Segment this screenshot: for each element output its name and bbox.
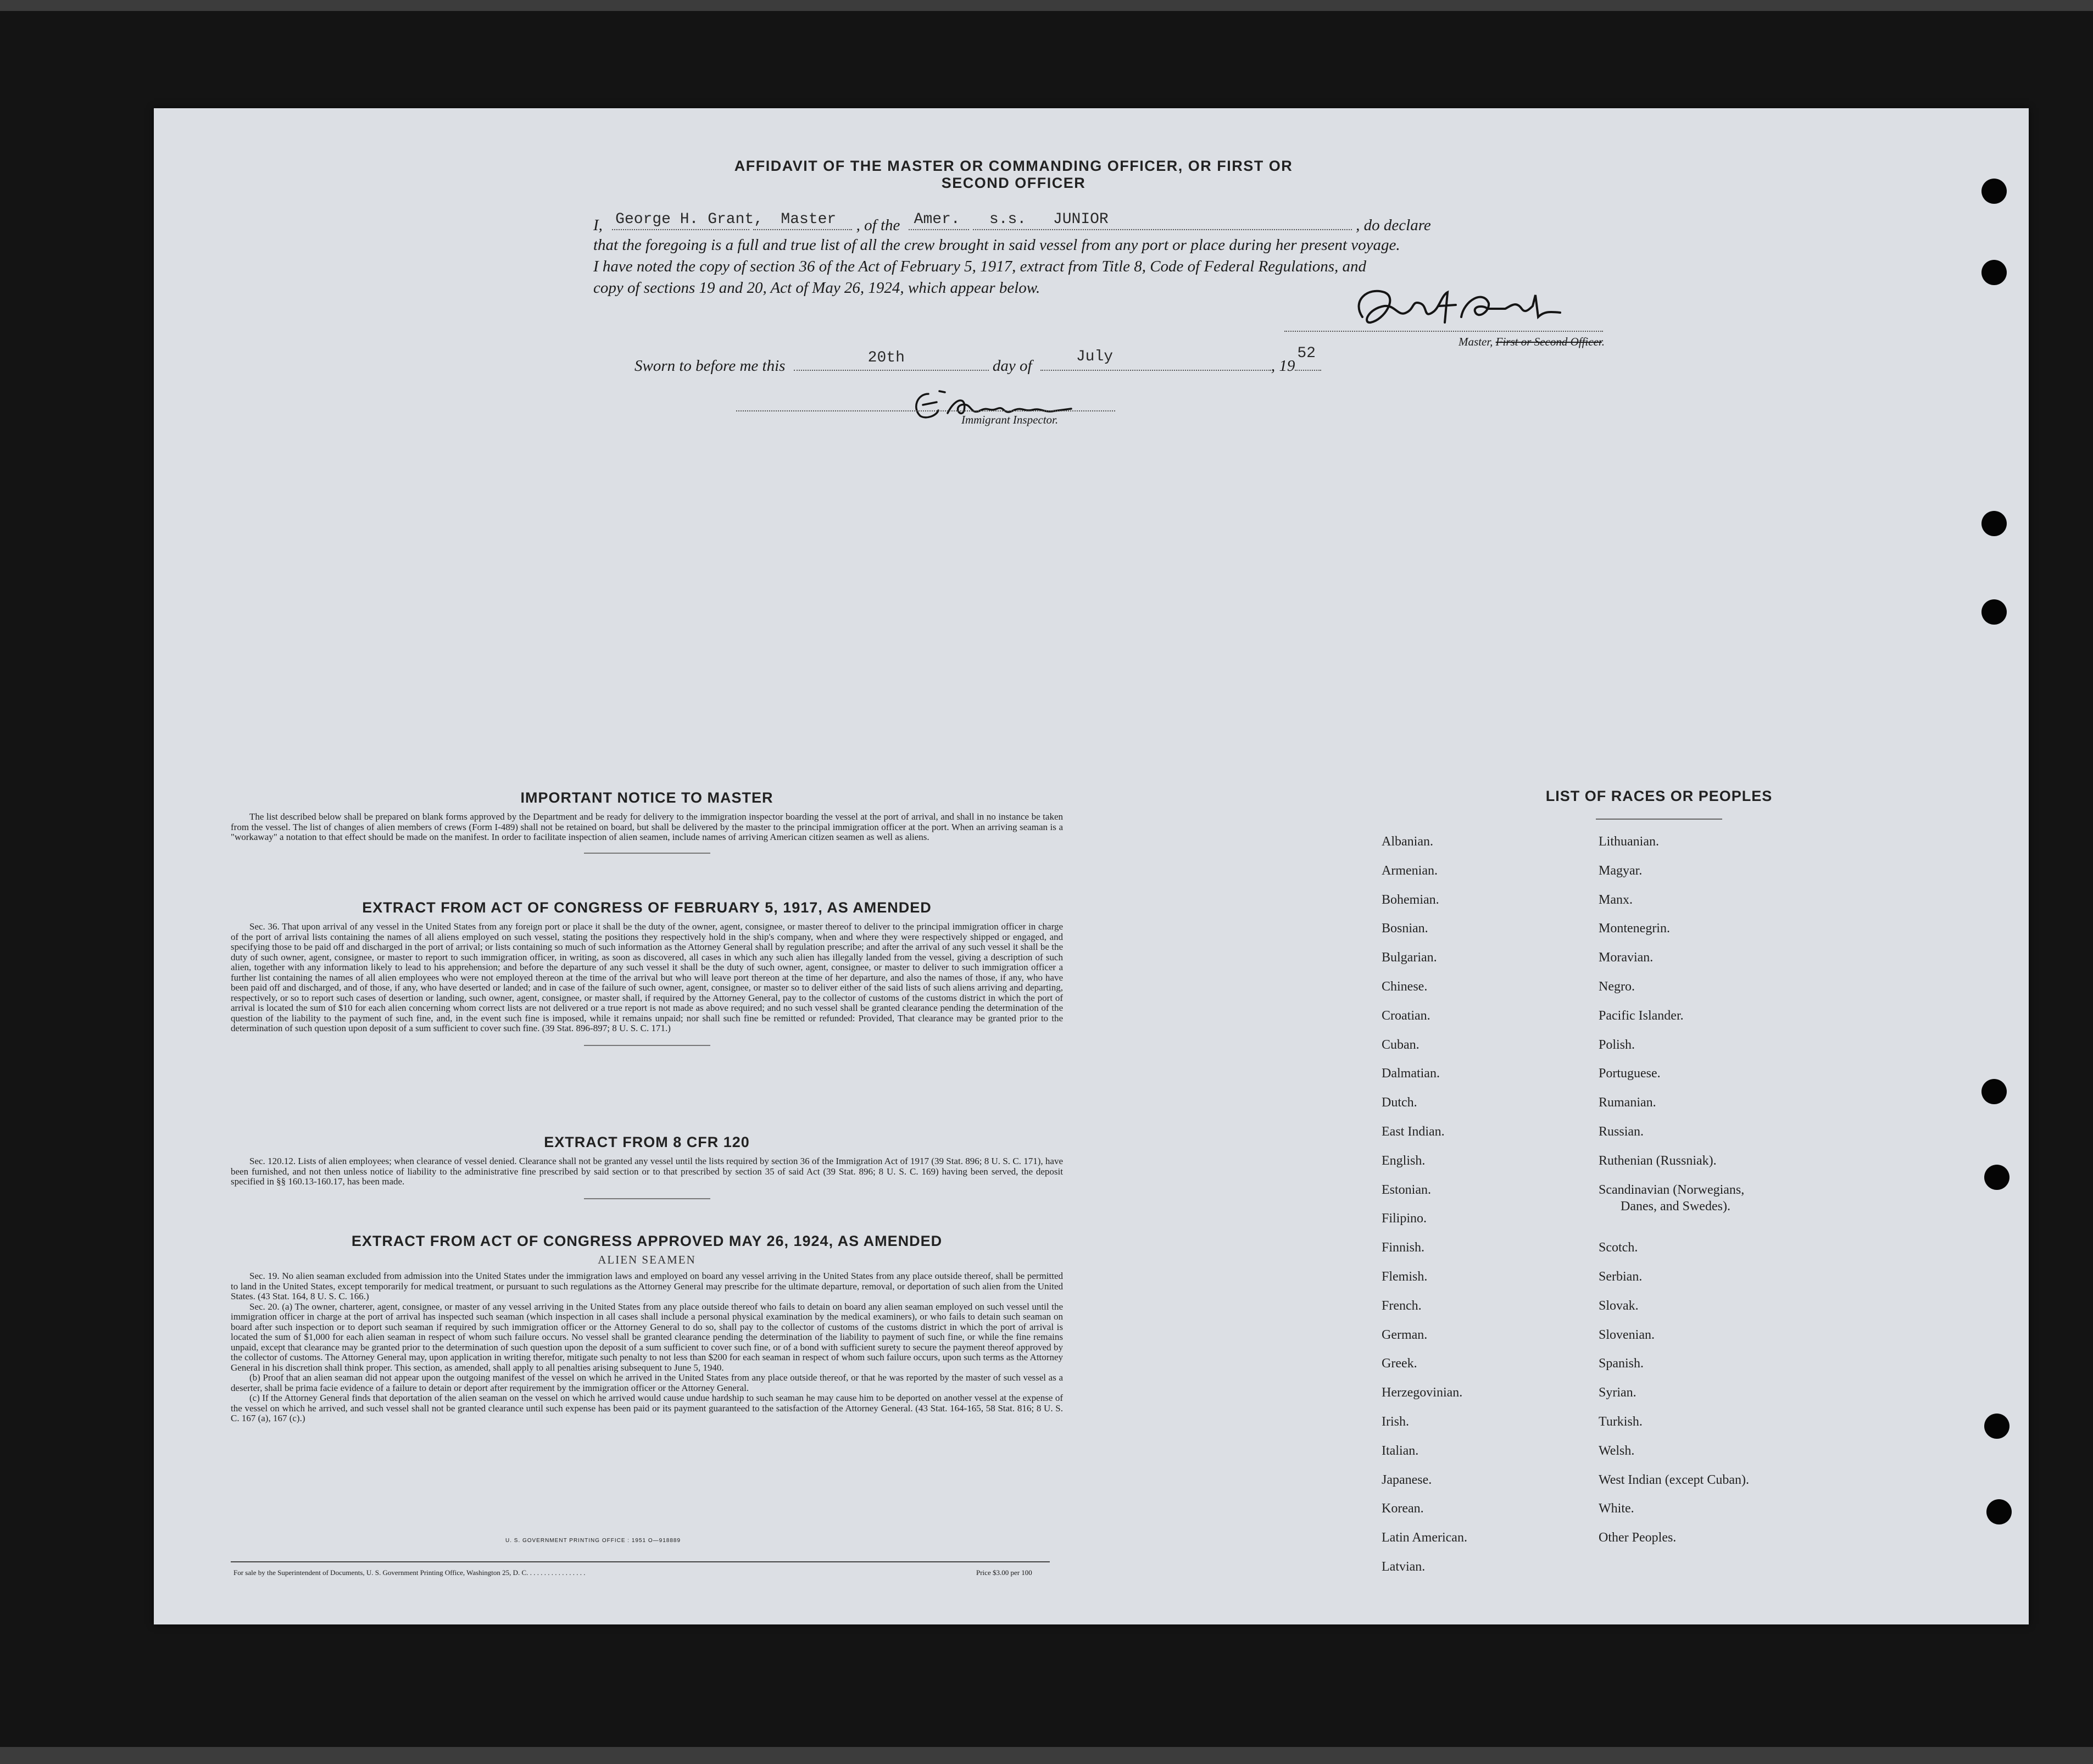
master-signature (1346, 279, 1566, 339)
extract-1924-subheading: ALIEN SEAMEN (598, 1253, 696, 1266)
punch-hole (1981, 1079, 2007, 1104)
race-item: Scandinavian (Norwegians, (1599, 1182, 1745, 1197)
race-item: Pacific Islander. (1599, 1008, 1684, 1023)
race-item: Estonian. (1382, 1182, 1431, 1197)
extract-1917-body: Sec. 36. That upon arrival of any vessel in the United States from any foreign port or place it shall be the duty of the owner, agent, consignee, or master thereof to deliver to the principal immigration officer in charge of the port of arrival lists containing the names of all aliens employed on such vessel, stating the positions they respectively hold in the ship's company, when and where they were respectively shipped or engaged, and specifying those to be paid off and discharged in the port of arrival; or lists containing so much of such information as the Attorney General shall by regulation prescribe; and after the arrival of any such vessel it shall be the duty of such owner, agent, consignee, or master to report to such immigration officer, in writing, as soon as discovered, all cases in which any such alien has illegally landed from the vessel, giving a description of such alien, together with any information likely to lead to his apprehension; and before the departure of any such vessel it shall be the duty of such owner, agent, consignee, or master to deliver to such immigration officer a further list containing the names of all alien employees who were not employed thereon at the time of the arrival but who will leave port thereon at the time of her departure, and also the names of those, if any, who have been paid off and discharged, and of those, if any, who have deserted or landed; and in case of the failure of such owner, agent, consignee, or master so to deliver either of the said lists of such aliens arriving and departing, respectively, or so to report such cases of desertion or landing, such owner, agent, consignee, or master shall, if required by the Attorney General, pay to the collector of customs of the customs district in which the port of arrival is located the sum of $10 for each alien concerning whom correct lists are not delivered or a true report is not made as above required; and no such vessel shall be granted clearance pending the determination of the question of the liability to the payment of such fine, and, in the event such fine is imposed, while it remains unpaid; nor shall such fine be remitted or refunded: Provided, That clearance may be granted prior to the determination of such question upon deposit of a sum sufficient to cover such fine. (39 Stat. 896-897; 8 U. S. C. 171.) (231, 921, 1063, 1033)
inspector-signature-line (736, 410, 1115, 411)
extract-1917-body-wrap (231, 922, 1063, 1034)
extract-1924-sec19: Sec. 19. No alien seaman excluded from admission into the United States under the immigration laws and employed on board any vessel arriving in the United States from any place outside thereof, shall be permitted to land in the United States, except temporarily for medical treatment, or pursuant to such regulations as the Attorney General may prescribe for the ultimate departure, removal, or deportation of such alien from the United States. (43 Stat. 164, 8 U. S. C. 166.) (231, 1271, 1063, 1301)
extract-cfr-heading: EXTRACT FROM 8 CFR 120 (544, 1134, 750, 1150)
race-item: Rumanian. (1599, 1095, 1656, 1110)
rank-value: Master (781, 211, 837, 228)
sworn-day-value: 20th (867, 349, 905, 366)
struck-officer-label: First or Second Officer (1495, 335, 1602, 348)
race-item: Russian. (1599, 1125, 1644, 1139)
section-divider (584, 853, 710, 854)
race-item: Armenian. (1382, 863, 1438, 878)
gpo-imprint: U. S. GOVERNMENT PRINTING OFFICE : 1951 O—918889 (505, 1538, 681, 1544)
do-declare-text: , do declare (1356, 216, 1431, 234)
footer-rule (231, 1561, 1050, 1562)
affidavit-title: AFFIDAVIT OF THE MASTER OR COMMANDING OFFICER, OR FIRST OR SECOND OFFICER (734, 158, 1293, 191)
declaration-line-3: I have noted the copy of section 36 of the Act of February 5, 1917, extract from Title 8, Code of Federal Regulations, and (593, 258, 1367, 275)
race-item: French. (1382, 1298, 1422, 1313)
sworn-year-value: 52 (1297, 345, 1316, 362)
name-value: George H. Grant, (615, 211, 764, 228)
race-item: Filipino. (1382, 1211, 1427, 1226)
race-item: Polish. (1599, 1037, 1635, 1052)
punch-hole (1981, 179, 2007, 204)
extract-cfr-section (231, 1134, 1063, 1199)
notice-body: The list described below shall be prepared on blank forms approved by the Department and be ready for delivery to the immigration inspector boarding the vessel at the port of arrival, and shall in no instance be taken from the vessel. The list of changes of alien members of crews (Form I-489) shall not be retained on board, but shall be delivered by the master to the principal immigration officer at the port. When an arriving seaman is a "workaway" a notation to that effect should be made on the manifest. In order to facilitate inspection of alien seamen, include names of arriving American citizen seamen as well as aliens. (231, 811, 1063, 842)
race-item: Syrian. (1599, 1385, 1636, 1400)
extract-1924-sec20c: (c) If the Attorney General finds that deportation of the alien seaman on the vessel on which he arrived would cause undue hardship to such seaman he may cause him to be deported on another vessel at the expense of the vessel on which he arrived, and such vessel shall not be granted clearance until such expense has been paid or its payment guaranteed to the satisfaction of the Attorney General. (43 Stat. 164-165, 58 Stat. 816; 8 U. S. C. 167 (a), 167 (c).) (231, 1393, 1063, 1423)
rank-field (753, 211, 852, 230)
race-item: Negro. (1599, 980, 1635, 994)
day-of-text: day of (992, 357, 1032, 375)
scan-edge-top (0, 0, 2093, 11)
section-divider (584, 1045, 710, 1046)
race-item: Greek. (1382, 1356, 1417, 1371)
sworn-year-field (1295, 345, 1321, 371)
vessel-prefix-value: s.s. (989, 211, 1027, 228)
race-item: Bulgarian. (1382, 950, 1437, 965)
races-heading: LIST OF RACES OR PEOPLES (1545, 788, 1773, 804)
race-item: Turkish. (1599, 1415, 1643, 1429)
race-item: Slovak. (1599, 1298, 1639, 1313)
inspector-label: Immigrant Inspector. (961, 413, 1059, 426)
punch-hole (1986, 1499, 2012, 1524)
race-item: Bosnian. (1382, 921, 1428, 936)
race-item: Spanish. (1599, 1356, 1644, 1371)
race-item: Serbian. (1599, 1270, 1643, 1284)
race-item: English. (1382, 1153, 1426, 1168)
race-item: Portuguese. (1599, 1066, 1661, 1081)
race-item: Manx. (1599, 892, 1633, 907)
name-field (612, 211, 764, 230)
sworn-month-value: July (1076, 348, 1114, 365)
punch-hole (1984, 1165, 2009, 1190)
punch-hole (1981, 511, 2007, 536)
race-item: Korean. (1382, 1501, 1424, 1516)
notice-body-wrap (231, 812, 1063, 843)
race-item: Slovenian. (1599, 1327, 1655, 1342)
sworn-prefix: Sworn to before me this (634, 357, 786, 375)
race-item: German. (1382, 1327, 1428, 1342)
race-item: Welsh. (1599, 1443, 1635, 1458)
form-sheet (154, 108, 2029, 1624)
race-item: Cuban. (1382, 1037, 1420, 1052)
race-item: Scotch. (1599, 1240, 1638, 1255)
race-item: Danes, and Swedes). (1621, 1199, 1730, 1214)
extract-1924-section (231, 1233, 1063, 1424)
race-item: Magyar. (1599, 863, 1643, 878)
extract-1917-heading: EXTRACT FROM ACT OF CONGRESS OF FEBRUARY 5, 1917, AS AMENDED (362, 899, 932, 916)
race-item: Dalmatian. (1382, 1066, 1440, 1081)
race-item: Herzegovinian. (1382, 1385, 1463, 1400)
scan-edge-bottom (0, 1747, 2093, 1764)
declaration-line-1 (593, 211, 1431, 235)
race-item: Other Peoples. (1599, 1531, 1677, 1545)
sworn-day-field (794, 349, 989, 371)
year-prefix: , 19 (1271, 357, 1295, 375)
nationality-value: Amer. (914, 211, 960, 228)
race-item: Ruthenian (Russniak). (1599, 1153, 1717, 1168)
race-item: West Indian (except Cuban). (1599, 1472, 1749, 1487)
master-signature-line (1284, 331, 1603, 332)
of-the-text: , of the (856, 216, 900, 234)
section-divider (584, 1198, 710, 1199)
race-item: Dutch. (1382, 1095, 1417, 1110)
footer-sale-note: For sale by the Superintendent of Documents, U. S. Government Printing Office, Washington 25, D. C. . . . . . . . . . . . . . . . . (233, 1568, 586, 1577)
punch-hole (1984, 1414, 2009, 1439)
race-item: Japanese. (1382, 1472, 1432, 1487)
punch-hole (1981, 260, 2007, 285)
declaration-line-4: copy of sections 19 and 20, Act of May 26, 1924, which appear below. (593, 279, 1040, 297)
footer-price: Price $3.00 per 100 (976, 1568, 1032, 1577)
race-item: Finnish. (1382, 1240, 1425, 1255)
declaration-line-2: that the foregoing is a full and true list of all the crew brought in said vessel from any port or place during her present voyage. (593, 236, 1400, 254)
extract-1924-heading: EXTRACT FROM ACT OF CONGRESS APPROVED MAY 26, 1924, AS AMENDED (351, 1233, 943, 1249)
race-item: Montenegrin. (1599, 921, 1670, 936)
race-item: Latin American. (1382, 1531, 1467, 1545)
race-item: Chinese. (1382, 980, 1428, 994)
sworn-month-field (1040, 348, 1271, 371)
sworn-line (634, 345, 1321, 375)
race-item: Lithuanian. (1599, 834, 1659, 849)
nationality-field (909, 211, 969, 230)
extract-cfr-body: Sec. 120.12. Lists of alien employees; when clearance of vessel denied. Clearance shall not be granted any vessel until the lists required by section 36 of the Immigration Act of 1917 (39 Stat. 896; 8 U. S. C. 171), have been furnished, and not then unless notice of liability to the administrative fine prescribed by said section or to that prescribed by section 35 of said Act (39 Stat. 896; 8 U. S. C. 169) having been served, the deposit specified in §§ 160.13-160.17, has been made. (231, 1156, 1063, 1187)
race-item: Italian. (1382, 1443, 1419, 1458)
master-title-label: Master, First or Second Officer. (1459, 335, 1605, 348)
race-item: Bohemian. (1382, 892, 1439, 907)
race-item: Albanian. (1382, 834, 1433, 849)
extract-1924-sec20b: (b) Proof that an alien seaman did not appear upon the outgoing manifest of the vessel on which he arrived in the United States from any place outside thereof, or that he was reported by the master of such vessel as a deserter, shall be prima facie evidence of a failure to detain or deport after requirement by the immigration officer or the Attorney General. (231, 1372, 1063, 1393)
extract-cfr-body-wrap (231, 1156, 1063, 1187)
declaration-i: I, (593, 216, 603, 234)
race-item: Latvian. (1382, 1560, 1426, 1574)
extract-1924-sec20a: Sec. 20. (a) The owner, charterer, agent, consignee, or master of any vessel arriving in the United States from any place outside thereof who fails to detain on board any alien seaman employed on such vessel until the immigration officer in charge at the port of arrival has inspected such seaman (which inspection in all cases shall include a personal physical examination by the medical examiners), or who fails to detain such seaman on board after such inspection or to deport such seaman if required by such immigration officer or the Attorney General to do so, shall pay to the collector of customs of the customs district in which the port of arrival is located the sum of $1,000 for each alien seaman in respect of whom such failure occurs. No vessel shall be granted clearance pending the determination of the liability to payment of such fine, or while the fine remains unpaid, except that clearance may be granted prior to the determination of such question upon the deposit of a sum sufficient to cover such fine, or of a bond with sufficient surety to secure the payment thereof approved by the collector of customs. The Attorney General may, upon application in writing therefor, mitigate such penalty to not less than $200 for each seaman in respect of whom such failure occurs, upon such terms as the Attorney General in his discretion shall think proper. This section, as amended, shall apply to all penalties arising subsequent to June 5, 1940. (231, 1301, 1063, 1373)
extract-1924-body-wrap (231, 1271, 1063, 1424)
race-item: Croatian. (1382, 1008, 1430, 1023)
race-item: Irish. (1382, 1415, 1409, 1429)
notice-section (231, 789, 1063, 854)
race-item: Flemish. (1382, 1270, 1428, 1284)
extract-1917-section (231, 899, 1063, 1046)
vessel-name-value: JUNIOR (1053, 211, 1109, 228)
race-item: Moravian. (1599, 950, 1654, 965)
races-heading-rule (1596, 819, 1722, 820)
punch-hole (1981, 599, 2007, 625)
notice-heading: IMPORTANT NOTICE TO MASTER (520, 789, 773, 806)
race-item: White. (1599, 1501, 1634, 1516)
race-item: East Indian. (1382, 1125, 1445, 1139)
vessel-field (973, 211, 1352, 230)
